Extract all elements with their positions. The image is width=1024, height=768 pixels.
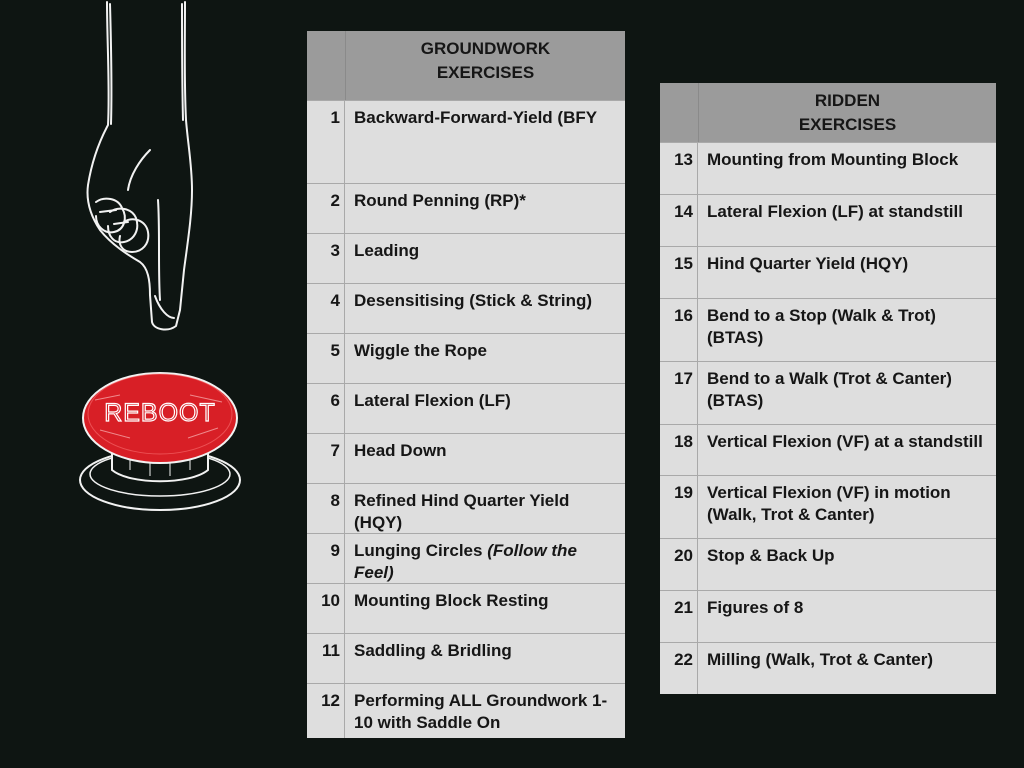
exercise-name-text: Wiggle the Rope — [354, 341, 488, 360]
table-row — [660, 194, 996, 246]
table-row — [660, 246, 996, 298]
table-row — [307, 683, 625, 738]
exercise-name — [698, 591, 996, 642]
table-row — [660, 298, 996, 361]
exercise-number: 22 — [660, 643, 698, 694]
exercise-name-text: Lateral Flexion (LF) — [354, 391, 511, 410]
exercise-name — [698, 476, 996, 538]
table-row — [660, 424, 996, 475]
exercise-name-text: Bend to a Stop (Walk & Trot) (BTAS) — [707, 306, 936, 347]
groundwork-table-header — [307, 31, 625, 100]
exercise-number: 13 — [660, 143, 698, 194]
groundwork-table-title: GROUNDWORK EXERCISES — [420, 39, 551, 82]
exercise-name — [345, 484, 625, 533]
exercise-name — [345, 634, 625, 683]
table-row — [307, 583, 625, 633]
exercise-number: 12 — [307, 684, 345, 738]
exercise-name-text: Refined Hind Quarter Yield (HQY) — [354, 491, 570, 532]
exercise-name-text: Head Down — [354, 441, 447, 460]
table-row — [660, 142, 996, 194]
exercise-number: 4 — [307, 284, 345, 333]
ridden-exercises-table — [660, 83, 996, 694]
exercise-name — [345, 584, 625, 633]
ridden-table-title: RIDDEN EXERCISES — [798, 91, 897, 134]
table-row — [660, 538, 996, 590]
exercise-number: 1 — [307, 101, 345, 183]
exercise-name — [698, 643, 996, 694]
pointing-hand-icon — [88, 2, 193, 329]
exercise-name — [698, 425, 996, 475]
table-row — [307, 233, 625, 283]
exercise-name-text: Hind Quarter Yield (HQY) — [707, 254, 909, 273]
exercise-name-text: Vertical Flexion (VF) in motion (Walk, Trot & Canter) — [707, 483, 951, 524]
exercise-name-text: Stop & Back Up — [707, 546, 835, 565]
table-row — [660, 642, 996, 694]
header-number-cell — [660, 83, 699, 142]
exercise-name-text: Backward-Forward-Yield (BFY — [354, 108, 598, 127]
exercise-number: 20 — [660, 539, 698, 590]
exercise-name-text: Saddling & Bridling — [354, 641, 512, 660]
exercise-name — [345, 434, 625, 483]
exercise-name — [345, 334, 625, 383]
table-row — [660, 361, 996, 424]
groundwork-exercises-table — [307, 31, 625, 738]
ridden-table-header — [660, 83, 996, 142]
exercise-name-text: Vertical Flexion (VF) at a standstill — [707, 432, 983, 451]
reboot-button-label: REBOOT — [104, 399, 216, 427]
exercise-name-text: Mounting from Mounting Block — [707, 150, 959, 169]
table-row — [307, 183, 625, 233]
exercise-number: 2 — [307, 184, 345, 233]
exercise-name-text: Round Penning (RP)* — [354, 191, 526, 210]
exercise-name-text: Milling (Walk, Trot & Canter) — [707, 650, 934, 669]
exercise-number: 5 — [307, 334, 345, 383]
exercise-number: 11 — [307, 634, 345, 683]
exercise-name-text: Lateral Flexion (LF) at standstill — [707, 202, 963, 221]
exercise-number: 19 — [660, 476, 698, 538]
exercise-number: 10 — [307, 584, 345, 633]
exercise-name-text: Desensitising (Stick & String) — [354, 291, 593, 310]
exercise-name — [698, 539, 996, 590]
table-row — [307, 383, 625, 433]
exercise-name — [698, 143, 996, 194]
exercise-name — [345, 384, 625, 433]
table-row — [307, 483, 625, 533]
exercise-name-text: Lunging Circles — [354, 541, 488, 560]
table-row — [660, 590, 996, 642]
exercise-number: 14 — [660, 195, 698, 246]
exercise-name-text: Figures of 8 — [707, 598, 804, 617]
table-row — [660, 475, 996, 538]
exercise-name — [345, 684, 625, 738]
exercise-number: 16 — [660, 299, 698, 361]
reboot-button-icon — [80, 373, 240, 510]
exercise-name — [698, 195, 996, 246]
exercise-number: 18 — [660, 425, 698, 475]
exercise-name — [698, 362, 996, 424]
exercise-name — [345, 284, 625, 333]
table-row — [307, 533, 625, 583]
exercise-name-italic-note: (Follow the Feel) — [354, 541, 577, 582]
exercise-name-text: Leading — [354, 241, 420, 260]
exercise-number: 21 — [660, 591, 698, 642]
exercise-name — [698, 247, 996, 298]
exercise-number: 6 — [307, 384, 345, 433]
exercise-number: 7 — [307, 434, 345, 483]
exercise-number: 3 — [307, 234, 345, 283]
exercise-number: 8 — [307, 484, 345, 533]
exercise-number: 17 — [660, 362, 698, 424]
table-row — [307, 283, 625, 333]
exercise-name-text: Bend to a Walk (Trot & Canter) (BTAS) — [707, 369, 952, 410]
exercise-name-text: Performing ALL Groundwork 1-10 with Saddle On — [354, 691, 608, 732]
exercise-name — [345, 101, 625, 183]
hand-pressing-reboot-illustration — [0, 0, 300, 768]
exercise-name — [345, 184, 625, 233]
table-row — [307, 633, 625, 683]
exercise-name-text: Mounting Block Resting — [354, 591, 549, 610]
exercise-name — [698, 299, 996, 361]
header-number-cell — [307, 31, 346, 100]
exercise-number: 9 — [307, 534, 345, 583]
table-row — [307, 333, 625, 383]
table-row — [307, 433, 625, 483]
exercise-name — [345, 534, 625, 583]
exercise-number: 15 — [660, 247, 698, 298]
table-row — [307, 100, 625, 183]
exercise-name — [345, 234, 625, 283]
